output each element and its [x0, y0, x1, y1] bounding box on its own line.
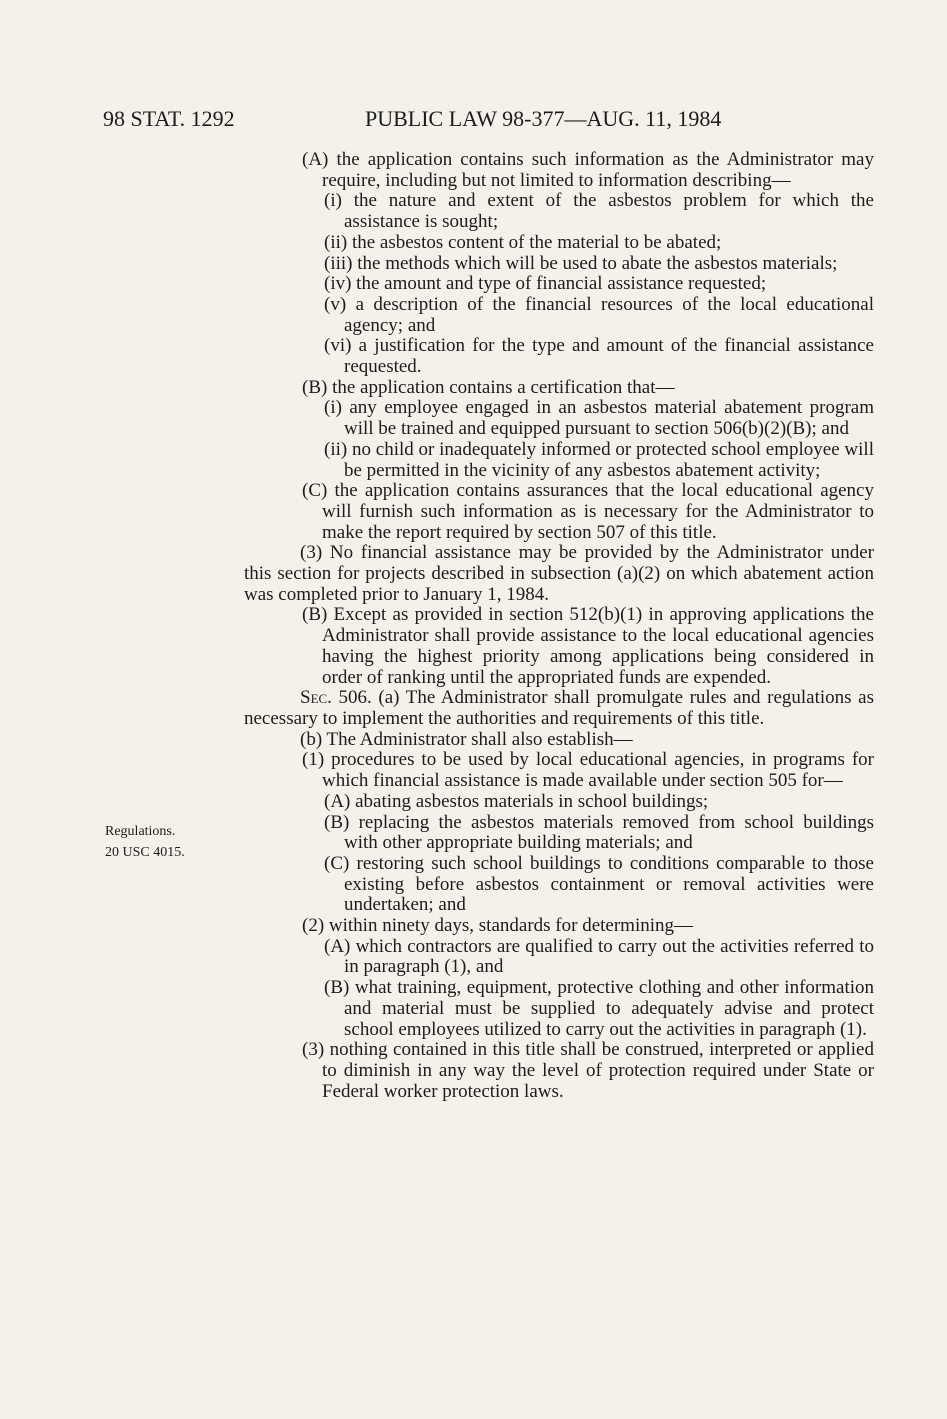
clause-a-iii: (iii) the methods which will be used to abate the asbestos materials;	[324, 252, 838, 274]
page-header	[103, 104, 763, 134]
margin-note-regulations: Regulations.	[105, 824, 176, 839]
paragraph-c-assurances: (C) the application contains assurances that the local educational agency will furnish such information as is necessary for the Administrator to make the report required by section 507 of this title.	[302, 480, 874, 543]
section-506-b: (b) The Administrator shall also establish—	[300, 728, 633, 750]
section-label: Sec.	[300, 687, 332, 709]
clause-a-ii: (ii) the asbestos content of the material to be abated;	[324, 231, 722, 253]
statute-page-number: 98 STAT. 1292	[103, 106, 235, 131]
paragraph-a-application: (A) the application contains such information as the Administrator may require, including but not limited to information describing—	[302, 149, 874, 191]
clause-b-i: (i) any employee engaged in an asbestos material abatement program will be trained and equipped pursuant to section 506(b)(2)(B); and	[324, 397, 874, 440]
section-506-a-text: 506. (a) The Administrator shall promulgate rules and regulations as necessary to implement the authorities and requirements of this title.	[244, 687, 874, 729]
clause-a-iv: (iv) the amount and type of financial assistance requested;	[324, 273, 767, 295]
clause-b-ii: (ii) no child or inadequately informed or protected school employee will be permitted in the vicinity of any asbestos abatement activity;	[324, 438, 874, 481]
section-506-b-1-b: (B) replacing the asbestos materials removed from school buildings with other appropriate building materials; and	[324, 811, 874, 854]
margin-note-usc-citation: 20 USC 4015.	[105, 845, 185, 860]
public-law-title: PUBLIC LAW 98-377—AUG. 11, 1984	[365, 106, 722, 131]
section-506-b-2: (2) within ninety days, standards for determining—	[302, 915, 694, 937]
section-506-b-1: (1) procedures to be used by local educational agencies, in programs for which financial assistance is made available under section 505 for—	[302, 749, 874, 792]
clause-a-i: (i) the nature and extent of the asbestos problem for which the assistance is sought;	[324, 190, 874, 233]
section-506-b-1-a: (A) abating asbestos materials in school buildings;	[324, 790, 709, 812]
document-body	[244, 150, 874, 1102]
section-506-a	[244, 688, 874, 729]
clause-a-vi: (vi) a justification for the type and amount of the financial assistance requested.	[324, 335, 874, 378]
section-506-b-2-b: (B) what training, equipment, protective clothing and other information and material must be supplied to adequately advise and protect school employees utilized to carry out the activities in paragraph (1).	[324, 977, 874, 1040]
paragraph-3-no-assistance: (3) No financial assistance may be provided by the Administrator under this section for projects described in subsection (a)(2) on which abatement action was completed prior to January 1, 1984.	[244, 542, 874, 605]
section-506-b-1-c: (C) restoring such school buildings to conditions comparable to those existing before asbestos containment or removal activities were undertaken; and	[324, 852, 874, 916]
paragraph-b-certification: (B) the application contains a certification that—	[302, 376, 675, 398]
clause-a-v: (v) a description of the financial resources of the local educational agency; and	[324, 293, 874, 336]
section-506-b-2-a: (A) which contractors are qualified to carry out the activities referred to in paragraph (1), and	[324, 935, 874, 978]
section-506-b-3: (3) nothing contained in this title shall be construed, interpreted or applied to diminish in any way the level of protection required under State or Federal worker protection laws.	[302, 1039, 874, 1102]
paragraph-3-b-priority: (B) Except as provided in section 512(b)(1) in approving applications the Administrator shall provide assistance to the local educational agencies having the highest priority among applications being considered in order of ranking until the appropriated funds are expended.	[302, 604, 874, 688]
